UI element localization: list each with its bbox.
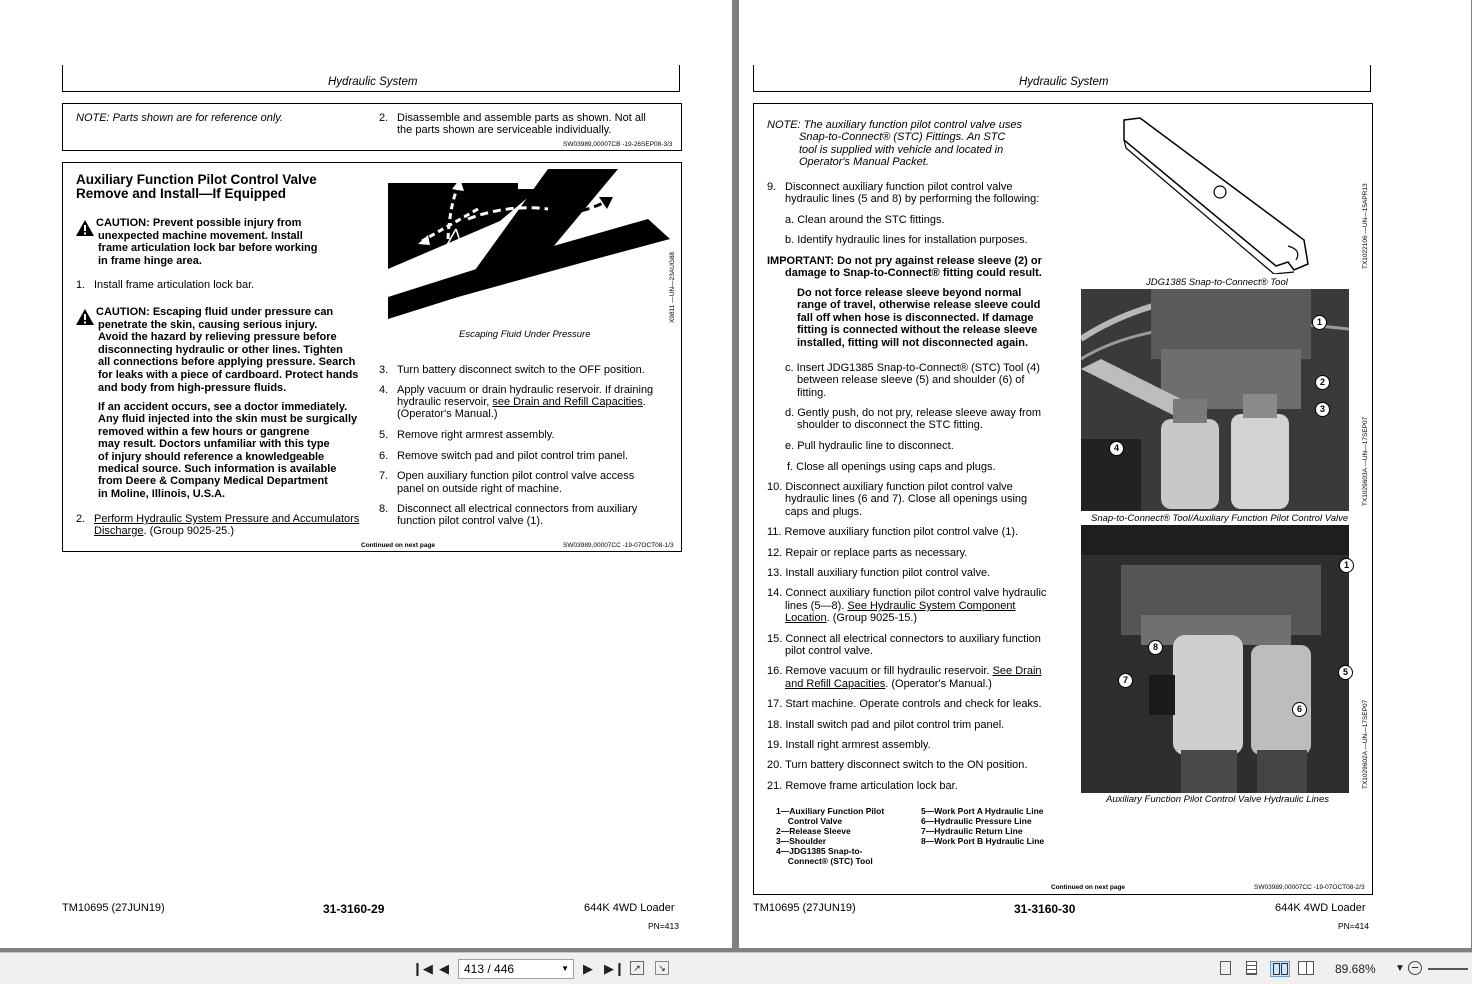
note-text: NOTE: Parts shown are for reference only. [76,112,284,124]
footer-model: 644K 4WD Loader [584,902,675,914]
legend-item: 4—JDG1385 Snap-to- [776,846,863,856]
step-text [785,612,917,625]
figure-code: X9811 —UN—23AUG88 [669,251,676,323]
reference-code: SW03989,00007CC -19-07OCT08-2/3 [1254,884,1365,891]
step-text: e. Pull hydraulic line to disconnect. [785,440,954,452]
legend-left [776,806,884,866]
step-text: 13. Install auxiliary function pilot control valve. [767,567,991,579]
caution-triangle-icon [75,308,95,326]
footer-model: 644K 4WD Loader [1275,902,1366,914]
chevron-down-icon[interactable]: ▼ [561,964,569,973]
zoom-level: 89.68% [1335,962,1376,976]
callout-7: 7 [1118,673,1133,688]
caution-text: for leaks with a piece of cardboard. Protect hands [98,369,359,381]
viewer-toolbar [0,952,1472,984]
export-page-icon[interactable]: ↘ [655,961,669,975]
note-text: tool is supplied with vehicle and located in [799,143,1004,156]
step-number: 6. [379,450,389,462]
step-text: 16. Remove vacuum or fill hydraulic reservoir. [767,665,993,677]
step-text: (Operator's Manual.) [397,408,498,420]
note-text: Operator's Manual Packet. [799,156,929,169]
step-text: . (Group 9025-25.) [143,525,235,537]
step-text: . [642,396,646,408]
last-page-icon[interactable]: ▶❙ [604,961,625,976]
step-text: c. Insert JDG1385 Snap-to-Connect® (STC) Tool (4) [785,362,1040,374]
legend-item: 1—Auxiliary Function Pilot [776,806,885,816]
link-component-location[interactable]: Location [785,612,827,624]
step-number: 8. [379,503,389,515]
link-component-location[interactable]: See Hydraulic System Component [847,600,1016,612]
callout-5: 5 [1338,665,1353,680]
step-text: panel on outside right of machine. [397,483,563,495]
page-number-value: 413 / 446 [464,962,515,976]
step-number: 2. [379,112,389,124]
step-text: 12. Repair or replace parts as necessary. [767,547,968,559]
zoom-out-icon[interactable]: − [1408,961,1422,975]
note-box [62,103,682,151]
previous-page-icon[interactable]: ◀ [439,961,449,976]
step-text: . (Group 9025-15.) [826,612,918,624]
step-text: Install frame articulation lock bar. [94,279,255,291]
link-drain-refill[interactable]: and Refill Capacities [785,678,886,690]
figure-caption: Snap-to-Connect® Tool/Auxiliary Function Pilot Control Valve [1091,513,1349,524]
step-text [397,396,646,409]
first-page-icon[interactable]: ❙◀ [412,961,433,976]
legend-right [921,806,1044,846]
step-text: 10. Disconnect auxiliary function pilot control valve [767,481,1013,493]
step-text: b. Identify hydraulic lines for installation purposes. [785,234,1028,246]
step-text: 11. Remove auxiliary function pilot control valve (1). [767,526,1019,538]
step-text: hydraulic reservoir, [397,396,493,408]
step-text: hydraulic lines (6 and 7). Close all openings using [785,493,1028,506]
callout-6: 6 [1292,702,1307,717]
legend-item: 6—Hydraulic Pressure Line [921,816,1032,826]
step-text: . (Operator's Manual.) [885,678,992,690]
continued-note: Continued on next page [361,542,436,549]
caution-text: from Deere & Company Medical Department [98,475,328,488]
footer-doc-id: TM10695 (27JUN19) [753,902,856,914]
step-text: a. Clean around the STC fittings. [785,214,945,226]
caution-text: CAUTION: Prevent possible injury from [96,217,302,229]
caution-text: of injury should reference a knowledgeable [98,450,325,463]
two-page-continuous-icon[interactable] [1298,961,1314,975]
important-text: IMPORTANT: Do not pry against release sleeve (2) or [767,255,1042,267]
step-text: lines (5—8). [785,600,848,612]
section-box [753,103,1373,895]
step-text: pilot control valve. [785,645,874,658]
next-page-icon[interactable]: ▶ [583,961,593,976]
legend-item: Connect® (STC) Tool [776,856,873,866]
page-header: Hydraulic System [1019,76,1109,88]
caution-text: in Moline, Illinois, U.S.A. [98,487,226,500]
caution-text: may result. Doctors unfamiliar with this type [98,438,330,451]
step-text: Disconnect auxiliary function pilot control valve [785,181,1013,193]
step-text [785,600,1016,613]
extract-page-icon[interactable]: ↗ [630,961,644,975]
fluid-arrow-icon [543,193,623,223]
stc-tool-illustration [1116,114,1316,274]
step-number: 4. [379,384,389,396]
step-number: 7. [379,470,389,482]
step-text: fitting. [797,386,827,399]
caution-text: disconnecting hydraulic or other lines. Tighten [98,343,343,356]
caution-text: If an accident occurs, see a doctor immediately. [98,401,348,413]
footer-pn: PN=414 [1338,921,1369,931]
step-text: 20. Turn battery disconnect switch to the ON position. [767,759,1028,771]
caution-text: and body from high-pressure fluids. [98,381,287,394]
continued-note: Continued on next page [1051,884,1126,891]
figure-caption: Escaping Fluid Under Pressure [459,329,591,340]
step-text: 14. Connect auxiliary function pilot control valve hydraulic [767,587,1047,599]
caution-triangle-icon [75,219,95,237]
section-title: Auxiliary Function Pilot Control Valve [76,172,317,187]
page-number-field[interactable] [458,959,574,979]
step-number: 5. [379,429,389,441]
important-text: Do not force release sleeve beyond normal [797,287,1022,299]
legend-item: 2—Release Sleeve [776,826,851,836]
step-text: shoulder to disconnect the STC fitting. [797,419,983,432]
step-text: 17. Start machine. Operate controls and check for leaks. [767,698,1042,710]
legend-item: 5—Work Port A Hydraulic Line [921,806,1044,816]
step-text [767,665,1042,678]
step-text: 21. Remove frame articulation lock bar. [767,780,958,792]
step-text: between release sleeve (5) and shoulder (6) of [797,374,1025,387]
important-text: range of travel, otherwise release sleeve could [797,299,1041,312]
footer-doc-id: TM10695 (27JUN19) [62,902,165,914]
caution-text: in frame hinge area. [98,254,202,267]
step-text: Apply vacuum or drain hydraulic reservoir. If draining [397,384,654,396]
callout-1: 1 [1312,315,1327,330]
callout-8: 8 [1148,640,1163,655]
step-number: 1. [76,279,86,291]
reference-code: SW03989,00007CC -19-07OCT08-1/3 [563,542,674,549]
figure-code: TX1029602A —UN—17SEP07 [1362,699,1369,789]
link-pressure-discharge[interactable]: Perform Hydraulic System Pressure and Accumulators [94,513,360,525]
caution-text: medical source. Such information is available [98,463,337,475]
figure-caption: Auxiliary Function Pilot Control Valve Hydraulic Lines [1106,794,1329,805]
link-drain-refill[interactable]: see Drain and Refill Capacities [492,396,643,408]
step-text: Open auxiliary function pilot control valve access [397,470,635,482]
caution-text: CAUTION: Escaping fluid under pressure can [96,306,334,318]
zoom-menu-chevron-icon[interactable]: ▼ [1395,963,1405,974]
step-text: 18. Install switch pad and pilot control trim panel. [767,719,1005,731]
footer-pn: PN=413 [648,921,679,931]
note-text: Snap-to-Connect® (STC) Fittings. An STC [799,131,1006,144]
legend-item: 7—Hydraulic Return Line [921,826,1023,836]
reference-code: SW03989,00007CB -19-26SEP08-3/3 [563,141,673,148]
link-discharge[interactable]: Discharge [94,525,144,537]
note-text: NOTE: The auxiliary function pilot control valve uses [767,119,1022,131]
caution-text: Any fluid injected into the skin must be surgically [98,413,358,426]
step-text: function pilot control valve (1). [397,515,544,527]
step-text: Remove switch pad and pilot control trim panel. [397,450,629,462]
figure-caption: JDG1385 Snap-to-Connect® Tool [1146,277,1288,288]
step-text: Turn battery disconnect switch to the OFF position. [397,364,645,376]
legend-item: 3—Shoulder [776,836,827,846]
section-box [62,162,682,552]
footer-page-number: 31-3160-29 [323,902,385,916]
step-text: hydraulic lines (5 and 8) by performing the following: [785,193,1040,206]
figure-code: TX1022106 —UN—15APR13 [1362,183,1369,269]
zoom-slider[interactable] [1428,968,1468,970]
caution-text: penetrate the skin, causing serious injury. [98,318,318,331]
escaping-fluid-illustration [388,169,676,329]
two-page-icon[interactable] [1270,961,1290,977]
caution-text: removed within a few hours or gangrene [98,425,310,438]
stc-tool-valve-photo [1081,289,1349,511]
callout-1: 1 [1339,558,1354,573]
hydraulic-lines-photo [1081,525,1349,793]
step-text: caps and plugs. [785,505,863,518]
step-text: Remove right armrest assembly. [397,429,555,441]
step-text: d. Gently push, do not pry, release sleeve away from [785,407,1041,419]
step-text: 19. Install right armrest assembly. [767,739,931,751]
left-page [0,0,732,948]
caution-text: Avoid the hazard by relieving pressure before [98,331,337,344]
step-text [94,525,234,538]
legend-item: 8—Work Port B Hydraulic Line [921,836,1045,846]
step-text: the parts shown are serviceable individually. [397,124,612,136]
right-page [739,0,1471,948]
important-text: fitting is connected without the release sleeve [797,324,1038,337]
step-number: 9. [767,181,777,193]
caution-text: unexpected machine movement. Install [98,229,303,242]
page-header: Hydraulic System [328,76,418,88]
section-title: Remove and Install—If Equipped [76,186,287,201]
figure-code: TX1029603A —UN—17SEP07 [1362,416,1369,506]
footer-page-number: 31-3160-30 [1014,902,1076,916]
legend-item: Control Valve [776,816,843,826]
caution-text: all connections before applying pressure. Search [98,356,356,369]
link-drain-refill[interactable]: See Drain [992,665,1042,677]
callout-4: 4 [1109,441,1124,456]
important-text: installed, fitting will not disconnected again. [797,336,1029,349]
continuous-page-icon[interactable] [1246,961,1257,975]
step-text: Disassemble and assemble parts as shown. Not all [397,112,646,124]
step-text [785,678,992,691]
single-page-icon[interactable] [1220,961,1231,975]
caution-text: frame articulation lock bar before working [98,242,318,255]
callout-3: 3 [1315,402,1330,417]
step-number: 3. [379,364,389,376]
important-text: damage to Snap-to-Connect® fitting could result. [785,267,1042,280]
important-text: fall off when hose is disconnected. If damage [797,311,1034,324]
callout-2: 2 [1315,375,1330,390]
step-text: Disconnect all electrical connectors from auxiliary [397,503,638,515]
step-text: f. Close all openings using caps and plugs. [787,461,996,473]
step-number: 2. [76,513,86,525]
step-text: 15. Connect all electrical connectors to auxiliary function [767,633,1041,645]
